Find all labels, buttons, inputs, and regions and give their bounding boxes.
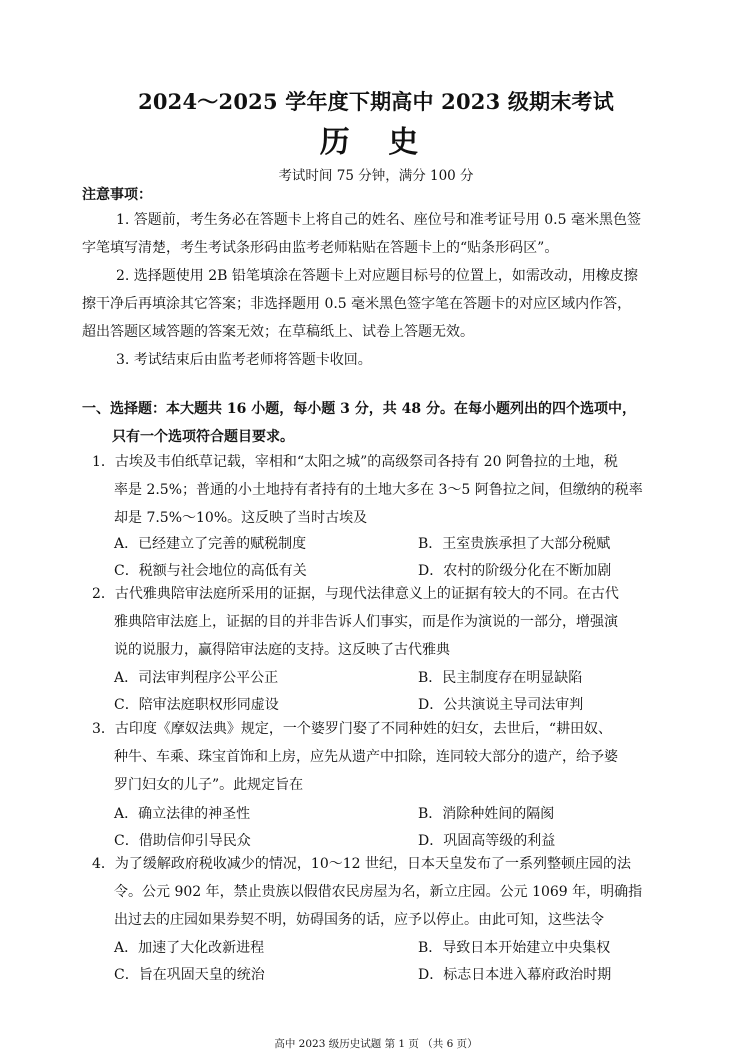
option-c[interactable]: C．旨在巩固天皇的统治: [114, 967, 265, 983]
option-a[interactable]: A．确立法律的神圣性: [114, 806, 251, 822]
question-text: 说的说服力，赢得陪审法庭的支持。这反映了古代雅典: [114, 642, 450, 658]
option-a[interactable]: A．司法审判程序公平公正: [114, 670, 279, 686]
exam-info: 考试时间 75 分钟，满分 100 分: [278, 168, 474, 184]
question-text: 率是 2.5%；普通的小土地持有者持有的土地大多在 3～5 阿鲁拉之间，但缴纳的税率: [114, 482, 643, 498]
option-b[interactable]: B．王室贵族承担了大部分税赋: [418, 536, 611, 552]
question-text: 令。公元 902 年，禁止贵族以假借农民房屋为名，新立庄园。公元 1069 年，明确指: [114, 884, 643, 900]
question-text: 1．古埃及韦伯纸草记载，宰相和“太阳之城”的高级祭司各持有 20 阿鲁拉的土地，税: [92, 454, 618, 470]
notice-line: 3. 考试结束后由监考老师将答题卡收回。: [116, 352, 372, 368]
notice-line: 2. 选择题使用 2B 铅笔填涂在答题卡上对应题目标号的位置上，如需改动，用橡皮擦: [116, 268, 638, 284]
question-text: 2．古代雅典陪审法庭所采用的证据，与现代法律意义上的证据有较大的不同。在古代: [92, 586, 619, 602]
question-text: 雅典陪审法庭上，证据的目的并非告诉人们事实，而是作为演说的一部分，增强演: [114, 614, 618, 630]
subject-title: 历 史: [319, 125, 433, 160]
notice-line: 擦干净后再填涂其它答案；非选择题用 0.5 毫米黑色签字笔在答题卡的对应区域内作答，: [82, 296, 632, 312]
option-c[interactable]: C．借助信仰引导民众: [114, 833, 251, 849]
option-b[interactable]: B．民主制度存在明显缺陷: [418, 670, 583, 686]
page-footer: 高中 2023 级历史试题 第 1 页 （共 6 页）: [274, 1038, 478, 1050]
option-c[interactable]: C．税额与社会地位的高低有关: [114, 563, 307, 579]
exam-title: 2024～2025 学年度下期高中 2023 级期末考试: [138, 89, 614, 114]
option-d[interactable]: D．农村的阶级分化在不断加剧: [418, 563, 612, 579]
question-text: 却是 7.5%～10%。这反映了当时古埃及: [114, 510, 368, 526]
question-text: 种牛、车乘、珠宝首饰和上房，应先从遗产中扣除，连同较大部分的遗产，给予婆: [114, 749, 618, 765]
option-c[interactable]: C．陪审法庭职权形同虚设: [114, 697, 279, 713]
notice-line: 字笔填写清楚，考生考试条形码由监考老师粘贴在答题卡上的“贴条形码区”。: [82, 240, 559, 256]
notice-title: 注意事项：: [82, 187, 152, 203]
option-a[interactable]: A．已经建立了完善的赋税制度: [114, 536, 307, 552]
option-a[interactable]: A．加速了大化改新进程: [114, 940, 265, 956]
option-d[interactable]: D．巩固高等级的利益: [418, 833, 556, 849]
notice-line: 超出答题区域答题的答案无效；在草稿纸上、试卷上答题无效。: [82, 324, 474, 340]
section-heading: 一、选择题：本大题共 16 小题，每小题 3 分，共 48 分。在每小题列出的四个选项中，: [82, 401, 636, 417]
question-text: 罗门妇女的儿子”。此规定旨在: [114, 777, 304, 793]
section-heading-cont: 只有一个选项符合题目要求。: [112, 429, 294, 445]
option-d[interactable]: D．公共演说主导司法审判: [418, 697, 584, 713]
notice-line: 1. 答题前，考生务必在答题卡上将自己的姓名、座位号和准考证号用 0.5 毫米黑色签: [116, 212, 641, 228]
question-text: 出过去的庄园如果券契不明，妨碍国务的话，应予以停止。由此可知，这些法令: [114, 912, 604, 928]
question-text: 4．为了缓解政府税收减少的情况，10～12 世纪，日本天皇发布了一系列整顿庄园的法: [92, 856, 631, 872]
option-b[interactable]: B．导致日本开始建立中央集权: [418, 940, 611, 956]
option-d[interactable]: D．标志日本进入幕府政治时期: [418, 967, 612, 983]
option-b[interactable]: B．消除种姓间的隔阂: [418, 806, 555, 822]
question-text: 3．古印度《摩奴法典》规定，一个婆罗门娶了不同种姓的妇女，去世后，“耕田奴、: [92, 721, 613, 737]
